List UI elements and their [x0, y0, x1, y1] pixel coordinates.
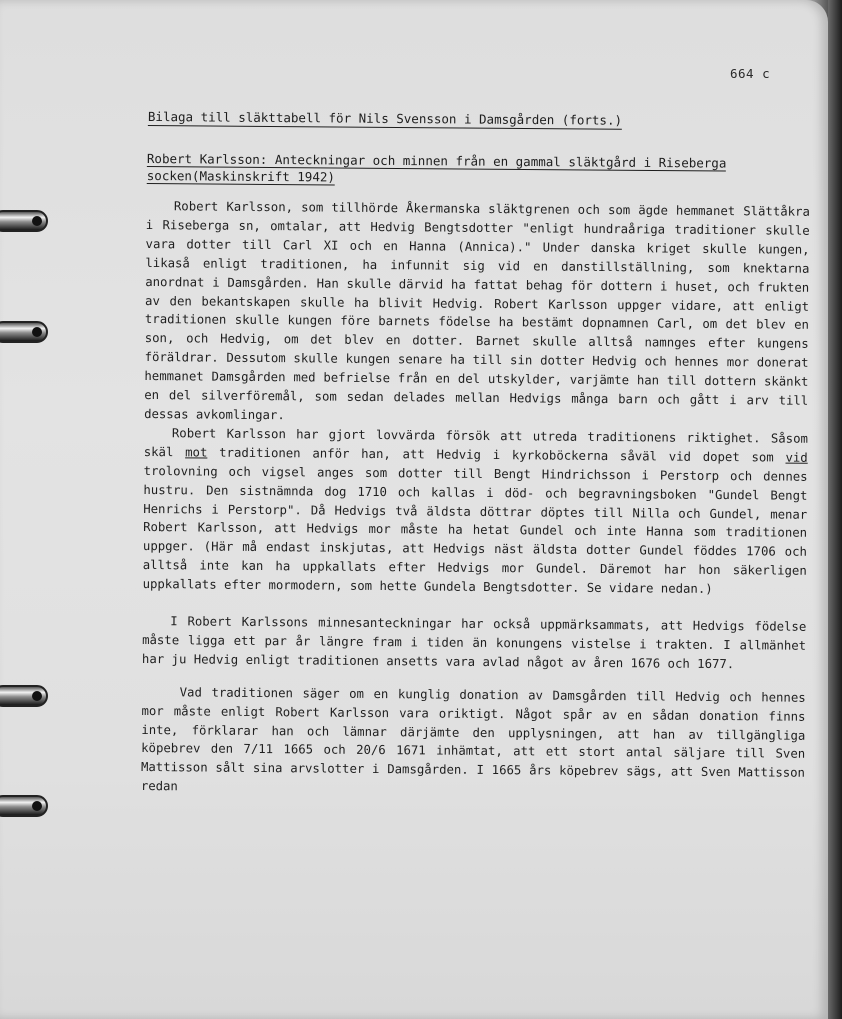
page-number: 664 c [730, 66, 771, 81]
underlined-word-mot: mot [185, 445, 208, 460]
binder-ring [0, 795, 48, 817]
section-subheading [147, 150, 809, 189]
paragraph-4: Vad traditionen säger om en kunglig donation av Damsgården till Hedvig och hennes mor måste enligt Robert Karlsson vara oriktigt. Något spår av en sådan donation finns inte, förklarar han och lämnar därjämte den upplysningen, att han av tillgängliga köpebrev den 7/11 1665 och 20/6 1671 inhämtat, att ett stort antal säljare till Sven Mattisson sålt sina arvslotter i Damsgården. I 1665 års köpebrev sägs, att Sven Mattisson redan [140, 685, 806, 794]
binder-ring [0, 321, 48, 343]
body-text [141, 197, 810, 802]
document-heading: Bilaga till släkttabell för Nils Svensson i Damsgården (forts.) [147, 109, 623, 128]
paragraph-2-part-a: Robert Karlsson har gjort lovvärda försök att utreda traditionens riktighet. Såsom skäl [143, 426, 808, 460]
binder-ring [0, 685, 48, 707]
paragraph-2-part-c: trolovning och vigsel anges som dotter till Bengt Hindrichsson i Perstorp och dennes hustru. Den sistnämnda dog 1710 och kallas i död- och begravningsboken "Gundel Bengt Henrichs i Perstorp". Då Hedvigs två äldsta döttrar döptes till Nilla och Gundel, menar Robert Karlsson, att Hedvigs mor måste ha hetat Gundel och inte Hanna som traditionen uppger. (Här må endast inskjutas, att Hedvigs näst äldsta dotter Gundel föddes 1706 och alltså inte kan ha uppkallats efter Hedvigs mor Gundel. Däremot har hon säkerligen uppkallats efter mormodern, som hette Gundela Bengtsdotter. Se vidare nedan.) [142, 463, 808, 597]
binder-ring [0, 210, 48, 232]
page-edge-shadow [828, 0, 842, 1019]
subheading-text: Robert Karlsson: Anteckningar och minnen från en gammal släktgård i Riseberga socken(Maskinskrift 1942) [146, 150, 727, 185]
paragraph-2-part-b: traditionen anför han, att Hedvig i kyrkoböckerna såväl vid dopet som [207, 445, 786, 465]
paragraph-1: Robert Karlsson, som tillhörde Åkermanska släktgrenen och som ägde hemmanet Slättåkra i Riseberga sn, omtalar, att Hedvig Bengtsdotter "enligt hundraåriga traditioner skulle vara dotter till Carl XI och en Hanna (Annica)." Under danska kriget skulle kungen, likaså enligt traditionen, ha infunnit sig vid en danstillställning, som knektarna anordnat i Damsgården. Han skulle därvid ha fattat behag för dottern i huset, och frukten av den bekantskapen skulle ha blivit Hedvig. Robert Karlsson uppger vidare, att enligt traditionen skulle kungen före barnets födelse ha bestämt dopnamnen Carl, om det blev en son, och Hedvig, om det blev en dotter. Barnet skulle alltså namnges efter kungens föräldrar. Dessutom skulle kungen senare ha till sin dotter Hedvig och hennes mor donerat hemmanet Damsgården med befrielse från en del utskylder, varjämte han till dottern skänkt en del silverföremål, som sedan delades mellan Hedvigs många barn och gått i arv till dessas avkomlingar. [144, 199, 810, 423]
paragraph-2 [143, 424, 808, 600]
underlined-word-vid: vid [785, 450, 808, 465]
paragraph-3: I Robert Karlssons minnesanteckningar har också uppmärksammats, att Hedvigs födelse måste ligga ett par år längre fram i tiden än konungens vistelse i trakten. I allmänhet har ju Hedvig enligt traditionen ansetts vara avlad något av åren 1676 och 1677. [141, 614, 807, 671]
